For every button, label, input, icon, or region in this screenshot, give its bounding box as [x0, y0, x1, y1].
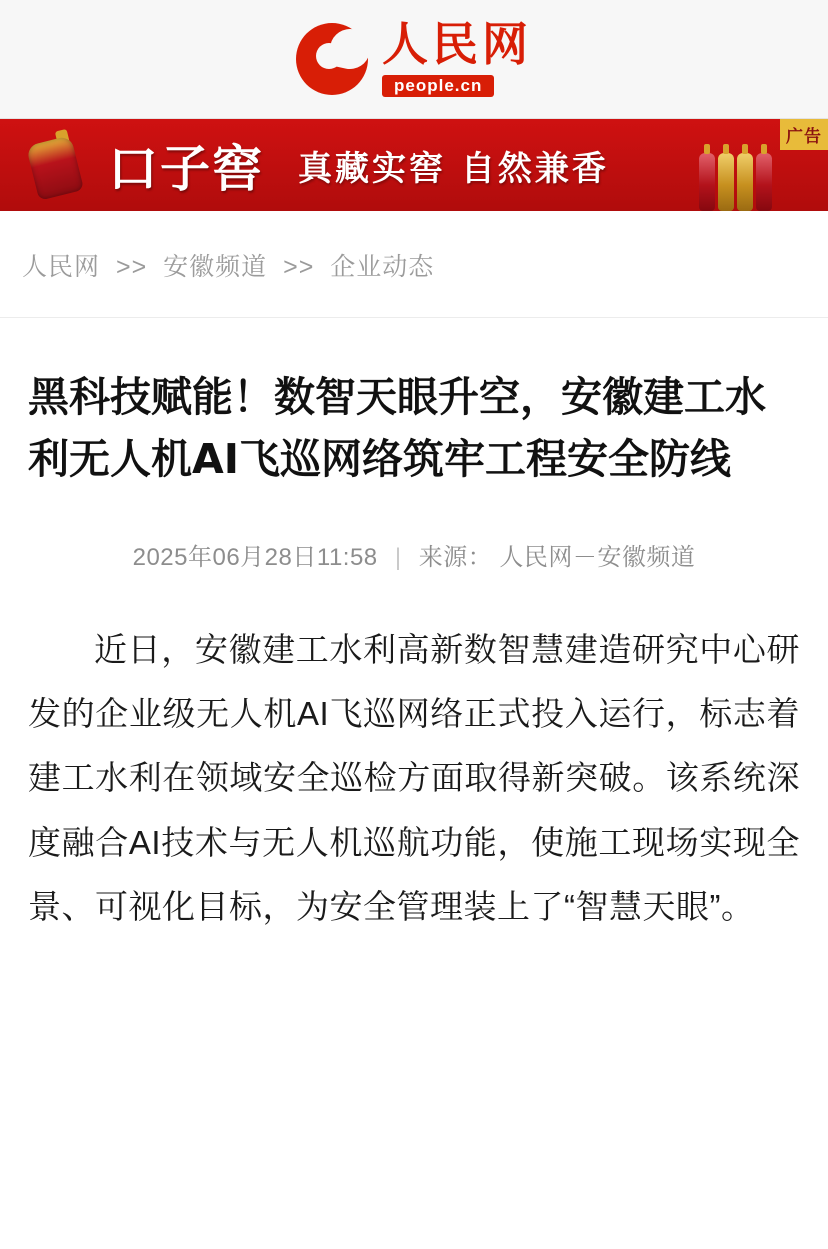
breadcrumb-separator: >>: [115, 253, 148, 281]
logo-wordmark: [382, 17, 532, 97]
source-label: 来源：: [418, 543, 493, 571]
publish-date: 2025年06月28日11:58: [132, 543, 378, 571]
article-meta: [28, 537, 800, 572]
meta-divider: |: [394, 543, 402, 571]
breadcrumb: [0, 211, 828, 318]
article-container: [0, 366, 828, 939]
ad-label-badge: 广告: [780, 119, 828, 150]
breadcrumb-separator: >>: [283, 253, 315, 281]
source-name: 人民网－安徽频道: [499, 543, 696, 571]
site-header: [0, 0, 828, 119]
breadcrumb-item-2[interactable]: 企业动态: [330, 253, 435, 281]
ad-banner[interactable]: [0, 119, 828, 211]
bottle-icon: [10, 130, 102, 200]
ad-slogan: 真藏实窖 自然兼香: [298, 148, 609, 189]
page-title: 黑科技赋能！数智天眼升空，安徽建工水利无人机AI飞巡网络筑牢工程安全防线: [28, 373, 766, 484]
site-logo[interactable]: [296, 17, 532, 97]
breadcrumb-item-0[interactable]: 人民网: [22, 253, 101, 281]
logo-title-cn: 人民网: [382, 17, 532, 71]
article-paragraph: 近日，安徽建工水利高新数智慧建造研究中心研发的企业级无人机AI飞巡网络正式投入运行，标志着建工水利在领域安全巡检方面取得新突破。该系统深度融合AI技术与无人机巡航功能，使施工现场实现全景、可视化目标，为安全管理装上了“智慧天眼”。: [28, 630, 800, 925]
breadcrumb-item-1[interactable]: 安徽频道: [163, 253, 268, 281]
bottle-group-icon: [699, 153, 772, 211]
logo-title-en: people.cn: [382, 75, 494, 97]
ad-brand-name: 口子窖: [108, 139, 264, 198]
people-cn-logo-icon: [296, 23, 368, 95]
